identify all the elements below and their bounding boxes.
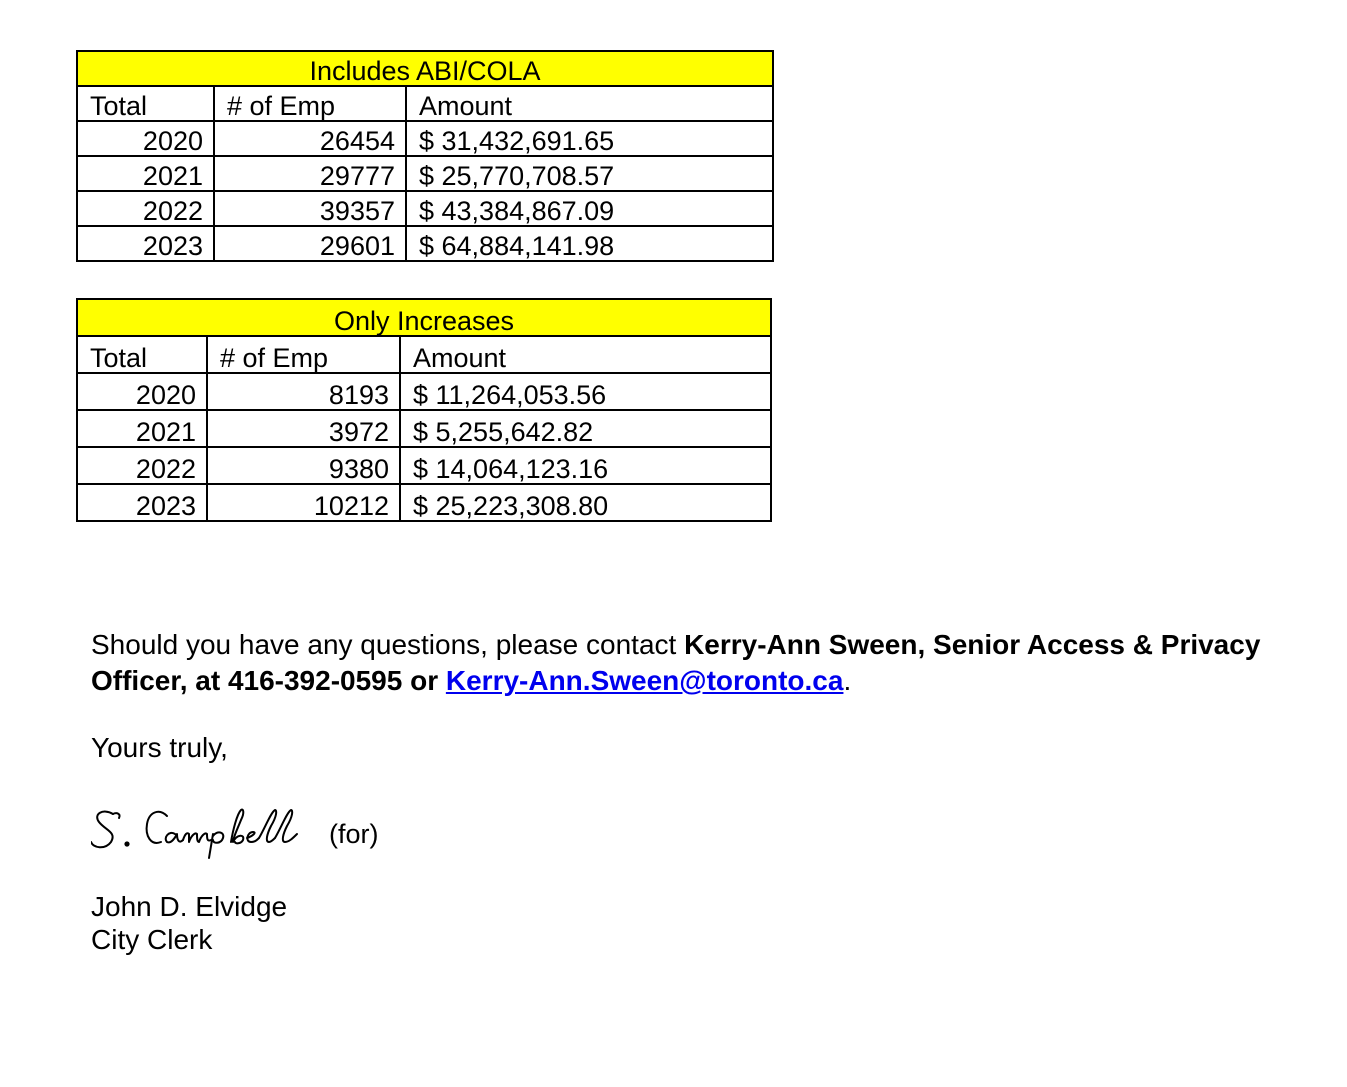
table-title-row <box>77 299 771 336</box>
amount-cell: $ 25,223,308.80 <box>400 484 771 521</box>
table-row <box>77 373 771 410</box>
table-header-row <box>77 86 773 121</box>
sender-name: John D. Elvidge <box>91 891 288 922</box>
year-cell: 2023 <box>77 484 207 521</box>
only-increases-table <box>76 298 772 522</box>
column-header-emp: # of Emp <box>214 86 406 121</box>
signature-block <box>91 800 379 860</box>
emp-cell: 29601 <box>214 226 406 261</box>
signature-suffix: (for) <box>329 819 379 849</box>
handwritten-signature <box>91 804 323 860</box>
table-row <box>77 156 773 191</box>
table-row <box>77 410 771 447</box>
contact-end: . <box>843 665 852 696</box>
column-header-emp: # of Emp <box>207 336 400 373</box>
amount-cell: $ 11,264,053.56 <box>400 373 771 410</box>
table-header-row <box>77 336 771 373</box>
table-row <box>77 447 771 484</box>
table-row <box>77 226 773 261</box>
table-title-row <box>77 51 773 86</box>
abi-cola-table <box>76 50 774 262</box>
table-title: Only Increases <box>77 299 771 336</box>
closing-text: Yours truly, <box>91 732 228 763</box>
contact-name: Kerry-Ann Sween, Senior Access & Privacy Officer, at 416-392-0595 or <box>91 629 1261 696</box>
year-cell: 2022 <box>77 191 214 226</box>
year-cell: 2020 <box>77 121 214 156</box>
amount-cell: $ 31,432,691.65 <box>406 121 773 156</box>
year-cell: 2022 <box>77 447 207 484</box>
year-cell: 2020 <box>77 373 207 410</box>
emp-cell: 26454 <box>214 121 406 156</box>
emp-cell: 9380 <box>207 447 400 484</box>
contact-paragraph <box>91 627 1291 699</box>
amount-cell: $ 14,064,123.16 <box>400 447 771 484</box>
column-header-amount: Amount <box>400 336 771 373</box>
emp-cell: 3972 <box>207 410 400 447</box>
year-cell: 2021 <box>77 410 207 447</box>
year-cell: 2021 <box>77 156 214 191</box>
amount-cell: $ 64,884,141.98 <box>406 226 773 261</box>
emp-cell: 8193 <box>207 373 400 410</box>
table-row <box>77 484 771 521</box>
table-row <box>77 121 773 156</box>
year-cell: 2023 <box>77 226 214 261</box>
table-title: Includes ABI/COLA <box>77 51 773 86</box>
column-header-total: Total <box>77 86 214 121</box>
emp-cell: 39357 <box>214 191 406 226</box>
table-row <box>77 191 773 226</box>
sender-block <box>91 890 1291 956</box>
amount-cell: $ 5,255,642.82 <box>400 410 771 447</box>
sender-title: City Clerk <box>91 924 213 955</box>
amount-cell: $ 43,384,867.09 <box>406 191 773 226</box>
contact-email-link[interactable]: Kerry-Ann.Sween@toronto.ca <box>445 665 844 696</box>
amount-cell: $ 25,770,708.57 <box>406 156 773 191</box>
emp-cell: 29777 <box>214 156 406 191</box>
emp-cell: 10212 <box>207 484 400 521</box>
contact-intro: Should you have any questions, please contact <box>91 629 685 660</box>
column-header-amount: Amount <box>406 86 773 121</box>
column-header-total: Total <box>77 336 207 373</box>
